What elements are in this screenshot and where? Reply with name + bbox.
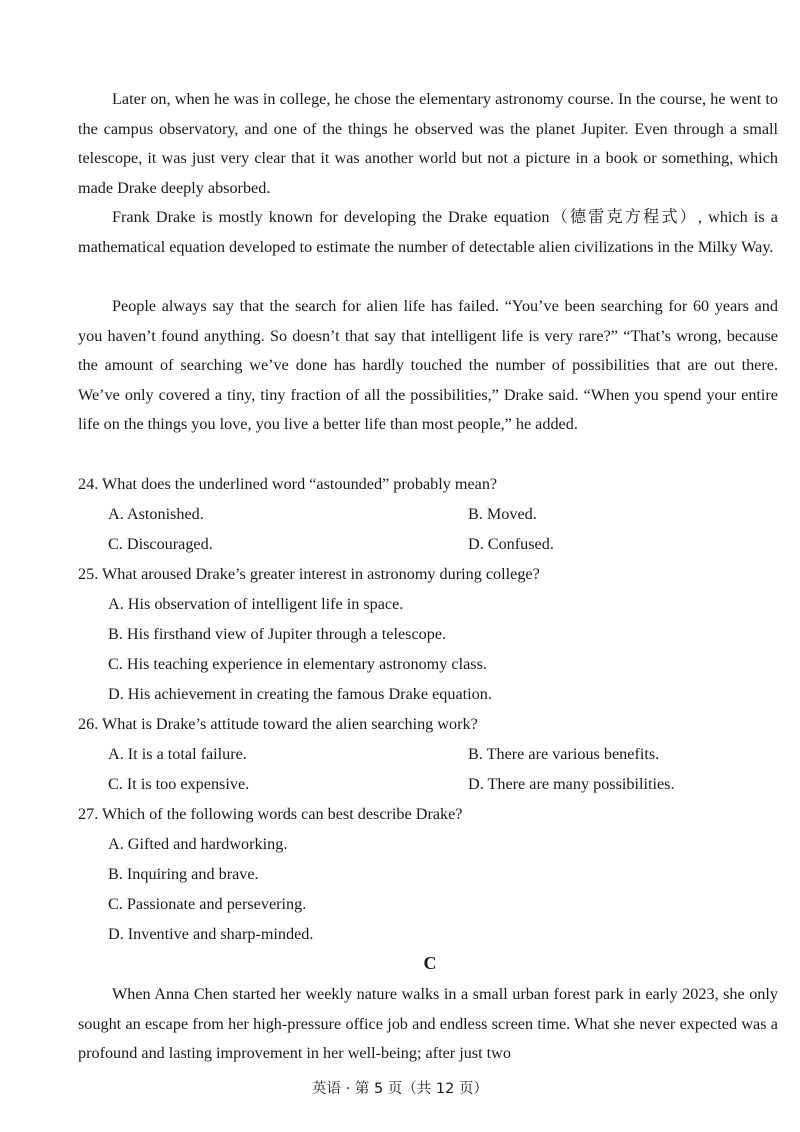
question-26-option-d[interactable]: D. There are many possibilities. (468, 775, 675, 793)
question-24-option-b[interactable]: B. Moved. (468, 505, 537, 523)
section-c-paragraph-1: When Anna Chen started her weekly nature walks in a small urban forest park in early 2023, she only sought an escape from her high-pressure office job and endless screen time. What she never expected was a profound and lasting improvement in her well-being; after just two (78, 985, 778, 1062)
section-c-heading: C (423, 953, 437, 973)
question-26-option-b[interactable]: B. There are various benefits. (468, 745, 660, 763)
question-26-stem: 26. What is Drake’s attitude toward the alien searching work? (78, 715, 478, 733)
question-27-option-c[interactable]: C. Passionate and persevering. (108, 895, 307, 913)
question-25-option-c[interactable]: C. His teaching experience in elementary astronomy class. (108, 655, 487, 673)
passage-paragraph-1: Later on, when he was in college, he chose the elementary astronomy course. In the course, he went to the campus observatory, and one of the things he observed was the planet Jupiter. Even through a small telescope, it was just very clear that it was another world but not a picture in a book or something, which made Drake deeply absorbed. (78, 90, 778, 197)
question-25-option-b[interactable]: B. His firsthand view of Jupiter through a telescope. (108, 625, 447, 643)
question-24-stem: 24. What does the underlined word “astounded” probably mean? (78, 475, 498, 493)
question-27-option-d[interactable]: D. Inventive and sharp-minded. (108, 925, 314, 943)
question-25-option-d[interactable]: D. His achievement in creating the famous Drake equation. (108, 685, 492, 703)
question-24-option-d[interactable]: D. Confused. (468, 535, 554, 553)
question-27-stem: 27. Which of the following words can best describe Drake? (78, 805, 463, 823)
question-27-option-a[interactable]: A. Gifted and hardworking. (108, 835, 288, 853)
question-26-option-c[interactable]: C. It is too expensive. (108, 775, 250, 793)
question-26-option-a[interactable]: A. It is a total failure. (108, 745, 247, 763)
page-footer: 英语 · 第 5 页（共 12 页） (312, 1081, 488, 1097)
question-24-option-a[interactable]: A. Astonished. (108, 505, 204, 523)
question-25-stem: 25. What aroused Drake’s greater interest in astronomy during college? (78, 565, 540, 583)
question-27-option-b[interactable]: B. Inquiring and brave. (108, 865, 259, 883)
question-25-option-a[interactable]: A. His observation of intelligent life in space. (108, 595, 404, 613)
question-24-option-c[interactable]: C. Discouraged. (108, 535, 213, 553)
passage-paragraph-2: Frank Drake is mostly known for developing the Drake equation（德雷克方程式）, which is a mathematical equation developed to estimate the number of detectable alien civilizations in the Milky Way. (78, 208, 778, 256)
passage-paragraph-3: People always say that the search for alien life has failed. “You’ve been searching for 60 years and you haven’t found anything. So doesn’t that say that intelligent life is very rare?” “That’s wrong, because the amount of searching we’ve done has hardly touched the number of possibilities that are out there. We’ve only covered a tiny, tiny fraction of all the possibilities,” Drake said. “When you spend your entire life on the things you love, you live a better life than most people,” he added. (78, 297, 778, 433)
